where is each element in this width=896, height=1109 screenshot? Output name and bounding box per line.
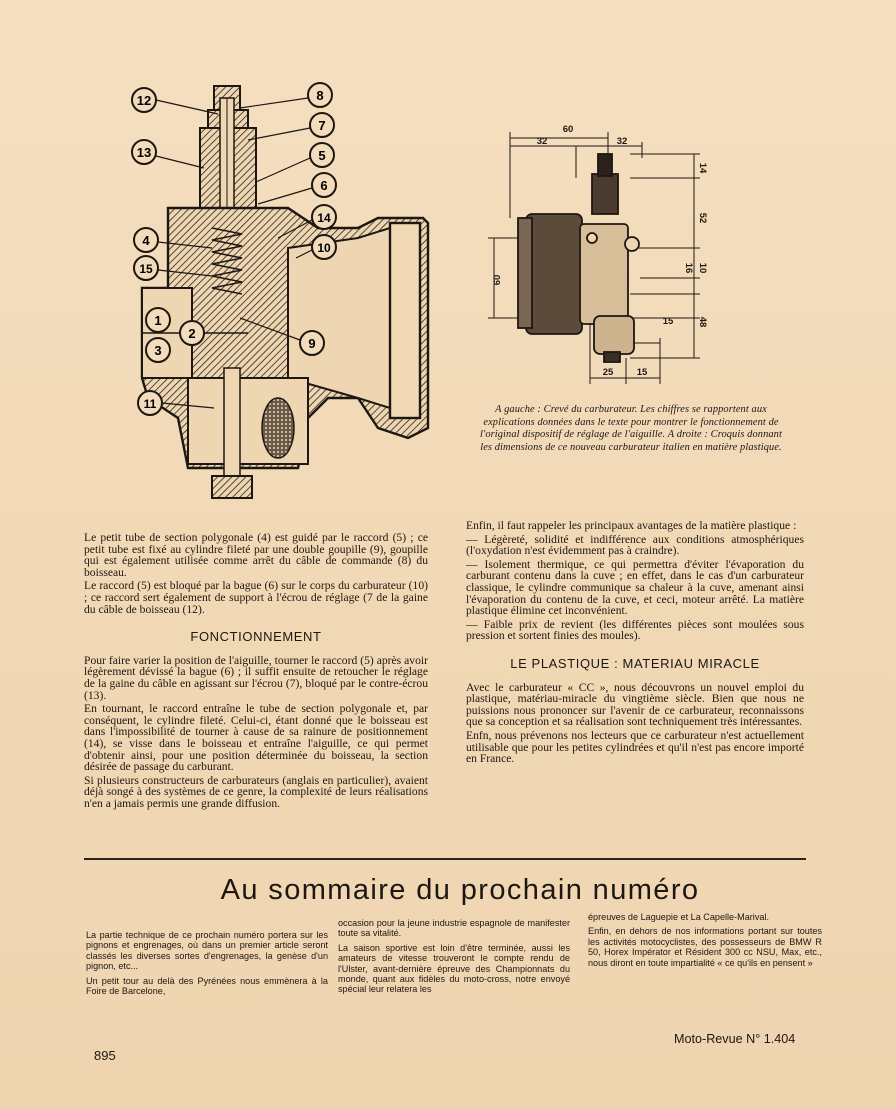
paragraph: Enfin, il faut rappeler les principaux avantages de la matière plastique : <box>466 519 797 532</box>
section-heading-plastique: LE PLASTIQUE : MATERIAU MIRACLE <box>510 655 760 671</box>
svg-text:8: 8 <box>316 88 324 103</box>
dim-10: 10 <box>697 262 708 274</box>
dim-15-bottom: 15 <box>636 367 648 378</box>
svg-text:2: 2 <box>188 326 196 341</box>
dim-25-bottom: 25 <box>602 367 614 378</box>
svg-text:7: 7 <box>318 118 326 133</box>
dim-48: 48 <box>697 316 708 328</box>
paragraph: En tournant, le raccord entraîne le tube de section polygonale et, par conséquent, le cylindre fileté. Celui-ci, étant donné que le boisseau est dans l'impossibilité de tourner à cause de sa rainure de positionnement (14), se visse dans le boisseau et entraîne l'aiguille, ce qui permet d'obtenir ainsi, pour une position déterminée du boisseau, la section désirée de passage du carburant. <box>84 702 428 774</box>
paragraph: occasion pour la jeune industrie espagnole de manifester toute sa vitalité. <box>338 918 570 939</box>
article-right-column <box>466 520 804 767</box>
paragraph: Enfn, nous prévenons nos lecteurs que ce carburateur n'est actuellement utilisable que pour les petites cylindrées et qu'il n'est pas encore importé en France. <box>466 728 804 766</box>
callout-7 <box>248 113 334 140</box>
svg-text:4: 4 <box>142 233 150 248</box>
dim-15-right: 15 <box>662 316 674 327</box>
paragraph: La partie technique de ce prochain numéro portera sur les pignons et engrenages, où dans un premier article seront classés les diverses sortes d'engrenages, la genèse d'un pignon, etc... <box>86 930 328 972</box>
paragraph: — Faible prix de revient (les différentes pièces sont moulées sous pression et sortent finies des moules). <box>466 617 804 643</box>
paragraph: La saison sportive est loin d'être terminée, aussi les amateurs de vitesse trouveront le compte rendu de l'Ulster, avant-dernière épreuve des Championnats du monde, quant aux fidèles du moto-cross, notre envoyé spécial leur relatera les <box>338 942 570 995</box>
svg-text:15: 15 <box>139 262 153 276</box>
svg-text:1: 1 <box>154 313 162 328</box>
svg-text:13: 13 <box>136 145 152 160</box>
paragraph: épreuves de Laguepie et La Capelle-Marival. <box>588 912 769 922</box>
svg-text:3: 3 <box>154 343 162 358</box>
article-left-column <box>84 532 428 811</box>
callout-1 <box>146 308 170 332</box>
paragraph: — Isolement thermique, ce qui permettra d'éviter l'évaporation du carburant contenu dans la cuve ; en effet, dans le cas d'un carburateur classique, le cylindre communique sa chaleur à la cuve, amenant ainsi l'évaporation du contenu de la cuve, et ceci, moteur arrêté. La matière plastique élimine cet inconvénient. <box>466 557 804 618</box>
callout-2 <box>180 321 204 345</box>
paragraph: Le raccord (5) est bloqué par la bague (6) sur le corps du carburateur (10) ; ce raccord sert également de support à l'écrou de réglage (7 de la gaine du câble de boisseau (12). <box>84 579 428 616</box>
paragraph: Le petit tube de section polygonale (4) est guidé par le raccord (5) ; ce petit tube est fixé au cylindre fileté par une double goupille (9), goupille qui est également utilisée comme arrêt du câble de commande (8) du boisseau. <box>84 531 428 579</box>
section-divider <box>84 858 806 860</box>
callout-6 <box>258 173 336 204</box>
dim-52: 52 <box>697 212 708 224</box>
carburetor-dimension-sketch <box>480 118 712 390</box>
svg-text:5: 5 <box>318 148 326 163</box>
summary-column-2 <box>338 918 570 999</box>
dim-60-left: 60 <box>492 274 503 286</box>
paragraph: Un petit tour au delà des Pyrénées nous emmènera à la Foire de Barcelone, <box>86 975 328 997</box>
svg-text:6: 6 <box>320 178 328 193</box>
dim-60-top: 60 <box>562 124 574 135</box>
section-heading-fonctionnement: FONCTIONNEMENT <box>190 629 322 645</box>
page-number: 895 <box>94 1048 116 1063</box>
callout-8 <box>240 83 332 108</box>
svg-text:9: 9 <box>308 336 316 351</box>
carburetor-cutaway-figure <box>128 78 440 508</box>
svg-text:10: 10 <box>317 241 331 255</box>
dim-14: 14 <box>697 162 708 174</box>
summary-banner-title: Au sommaire du prochain numéro <box>220 874 700 906</box>
paragraph: Pour faire varier la position de l'aiguille, tourner le raccord (5) après avoir légèrement dévissé la bague (6) ; il suffit ensuite de retoucher le réglage de la gaine du câble en agissant sur l'écrou (7), bloqué par le contre-écrou (13). <box>84 653 428 702</box>
figure-caption: A gauche : Crevé du carburateur. Les chiffres se rapportent aux explications données dans le texte pour montrer le fonctionnement de l'original dispositif de réglage de l'aiguille. A droite : Croquis donnant les dimensions de ce nouveau carburateur italien en matière plastique. <box>480 404 782 453</box>
svg-text:11: 11 <box>143 397 157 411</box>
dim-16: 16 <box>683 262 694 274</box>
svg-text:14: 14 <box>317 211 331 225</box>
issue-label: Moto-Revue N° 1.404 <box>674 1032 796 1046</box>
paragraph: Enfin, en dehors de nos informations portant sur toutes les activités motocyclistes, des possesseurs de BMW R 50, Horex Impérator et Résident 300 cc NSU, Max, etc., nous diront en toute impartialité « ce qu'ils en pensent » <box>588 926 822 968</box>
callout-12 <box>132 88 218 114</box>
callout-3 <box>146 338 170 362</box>
summary-column-3 <box>588 912 822 972</box>
paragraph: Avec le carburateur « CC », nous découvrons un nouvel emploi du plastique, matériau-miracle du vingtième siècle. Bien que nous ne puissions nous prononcer sur l'avenir de ce carburateur, reconnaissons que sa conception et sa réalisation sont techniquement très intéressantes. <box>466 680 804 729</box>
paragraph: Si plusieurs constructeurs de carburateurs (anglais en particulier), avaient déjà songé à des systèmes de ce genre, la complexité de leurs réalisations n'en a jamais permis une grande diffusion. <box>84 773 428 810</box>
summary-column-1 <box>86 930 328 1000</box>
callout-13 <box>132 140 204 168</box>
paragraph: — Légèreté, solidité et indifférence aux conditions atmosphériques (l'oxydation n'est évidemment pas à craindre). <box>466 532 804 558</box>
dim-32-left: 32 <box>536 136 548 147</box>
svg-text:12: 12 <box>136 93 152 108</box>
dim-32-right: 32 <box>616 136 628 147</box>
